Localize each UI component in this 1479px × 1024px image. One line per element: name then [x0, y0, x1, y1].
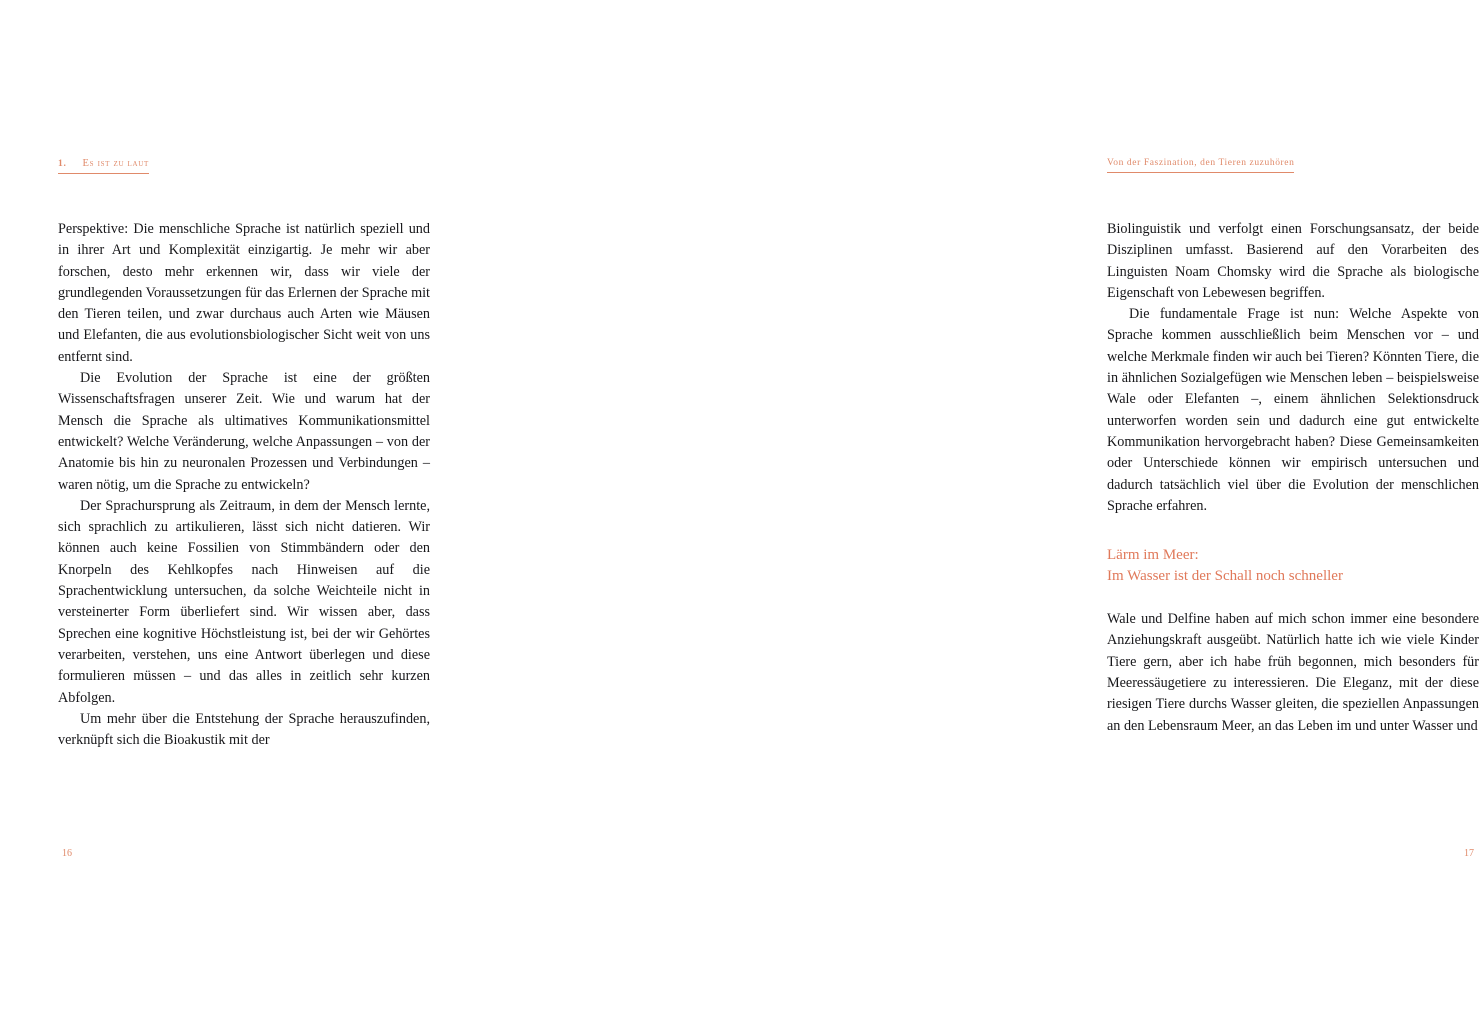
chapter-number: 1.: [58, 159, 67, 169]
paragraph: Die Evolution der Sprache ist eine der größten Wissenschaftsfragen unserer Zeit. Wie und warum hat der Mensch die Sprache als ultimatives Kommunikationsmittel entwickelt? Welche Veränderung, welche Anpassungen – von der Anatomie bis hin zu neuronalen Prozessen und Verbindungen – waren nötig, um die Sprache zu entwickeln?: [58, 370, 430, 493]
paragraph: Biolinguistik und verfolgt einen Forschungsansatz, der beide Disziplinen umfasst. Basierend auf den Vorarbeiten des Linguisten Noam Chomsky wird die Sprache als biologische Eigenschaft von Lebewesen begriffen.: [1107, 221, 1479, 301]
right-text-column: [1107, 219, 1479, 737]
section-heading: [1107, 545, 1479, 587]
paragraph: Wale und Delfine haben auf mich schon immer eine besondere Anziehungskraft ausgeübt. Natürlich hatte ich wie viele Kinder Tiere gern, aber ich habe früh begonnen, mich besonders für Meeressäugetiere zu interessieren. Die Eleganz, mit der diese riesigen Tiere durchs Wasser gleiten, die speziellen Anpassungen an den Lebensraum Meer, an das Leben im und unter Wasser und: [1107, 611, 1479, 734]
paragraph: Um mehr über die Entstehung der Sprache herauszufinden, verknüpft sich die Bioakustik mit der: [58, 710, 430, 749]
page-number-right: 17: [1464, 848, 1474, 859]
section-heading-line-1: Lärm im Meer:: [1107, 547, 1199, 564]
paragraph: Perspektive: Die menschliche Sprache ist natürlich speziell und in ihrer Art und Komplexität einzigartig. Je mehr wir aber forschen, desto mehr erkennen wir, dass wir viele der grundlegenden Voraussetzungen für das Erlernen der Sprache mit den Tieren teilen, und zwar durchaus auch Arten wie Mäusen und Elefanten, die aus evolutionsbiologischer Sicht weit von uns entfernt sind.: [58, 221, 430, 365]
paragraph: Die fundamentale Frage ist nun: Welche Aspekte von Sprache kommen ausschließlich beim Menschen vor – und welche Merkmale finden wir auch bei Tieren? Könnten Tiere, die in ähnlichen Sozialgefügen wie Menschen leben – beispielsweise Wale oder Elefanten –, einem ähnlichen Selektionsdruck unterworfen worden sein und dadurch eine gut entwickelte Kommunikation hervorgebracht haben? Diese Gemeinsamkeiten oder Unterschiede können wir empirisch untersuchen und dadurch tatsächlich viel über die Evolution der menschlichen Sprache erfahren.: [1107, 306, 1479, 514]
paragraph: Der Sprachursprung als Zeitraum, in dem der Mensch lernte, sich sprachlich zu artikulieren, lässt sich nicht datieren. Wir können auch keine Fossilien von Stimmbändern oder den Knorpeln des Kehlkopfes nach Hinweisen auf die Sprachentwicklung untersuchen, da solche Weichteile nicht in versteinerter Form überliefert sind. Wir wissen aber, dass Sprechen eine kognitive Höchstleistung ist, bei der wir Gehörtes verarbeiten, verstehen, uns eine Antwort überlegen und diese formulieren müssen – und das alles in zeitlich sehr kurzen Abfolgen.: [58, 497, 430, 706]
running-head-title: Von der Faszination, den Tieren zuzuhören: [1107, 158, 1295, 168]
left-text-column: [58, 219, 430, 751]
section-heading-line-2: Im Wasser ist der Schall noch schneller: [1107, 568, 1343, 585]
page-number-left: 16: [62, 848, 72, 859]
running-head-left: [58, 158, 149, 174]
chapter-title: Es ist zu laut: [82, 158, 150, 169]
right-page: [512, 0, 1479, 1024]
left-page: [0, 0, 512, 1024]
running-head-right: [1107, 158, 1294, 173]
